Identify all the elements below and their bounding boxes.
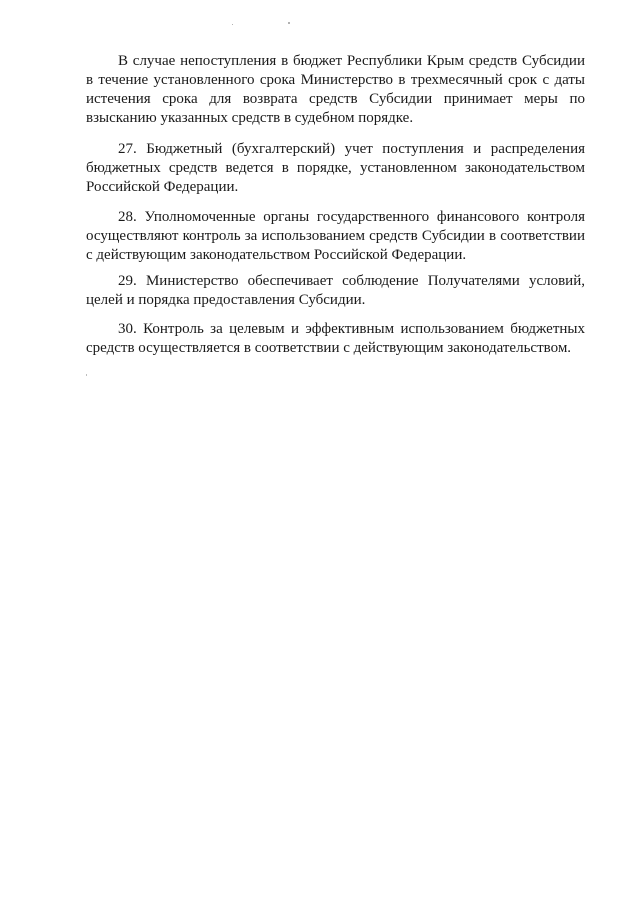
scan-speck <box>288 22 290 24</box>
paragraph-30-targeted-use-control: 30. Контроль за целевым и эффективным использованием бюджетных средств осуществляется в соответствии с действующим законодательством. <box>86 321 585 356</box>
paragraph-29-compliance: 29. Министерство обеспечивает соблюдение Получателями условий, целей и порядка предоставления Субсидии. <box>86 273 585 308</box>
paragraph-28-financial-control: 28. Уполномоченные органы государственного финансового контроля осуществляют контроль за использованием средств Субсидии в соответствии с действующим законодательством Российской Федерации. <box>86 209 585 263</box>
paragraph-27-accounting: 27. Бюджетный (бухгалтерский) учет поступления и распределения бюджетных средств ведется в порядке, установленном законодательством Российской Федерации. <box>86 141 585 195</box>
scan-speck <box>232 24 233 25</box>
paragraph-refund-enforcement: В случае непоступления в бюджет Республики Крым средств Субсидии в течение установленного срока Министерство в трехмесячный срок с даты истечения срока для возврата средств Субсидии принимает меры по взысканию указанных средств в судебном порядке. <box>86 53 585 126</box>
scan-speck <box>86 374 87 376</box>
